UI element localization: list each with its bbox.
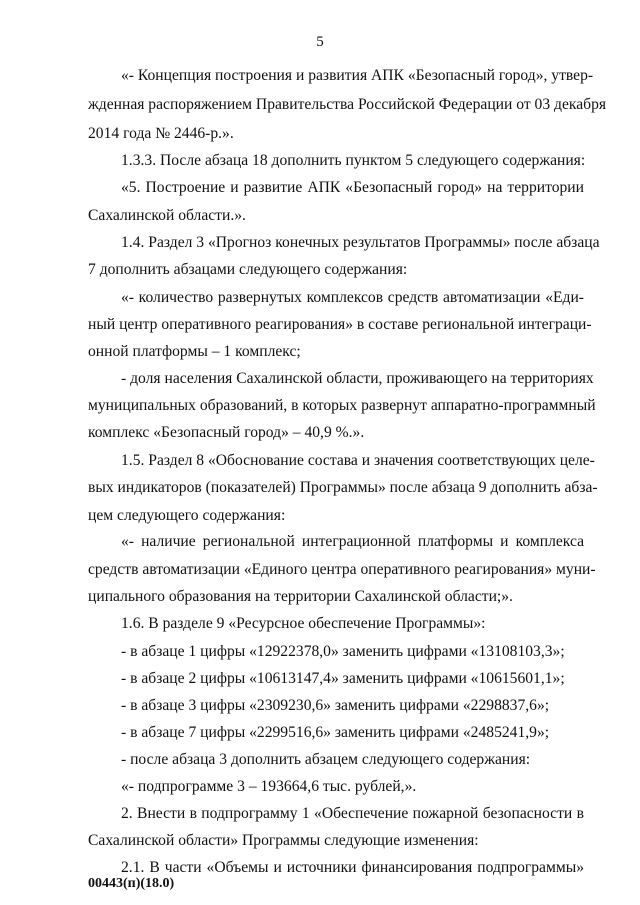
text-line: - в абзаце 2 цифры «10613147,4» заменить цифрами «10615601,1»;	[121, 670, 565, 687]
text-line: «- наличие региональной интеграционной платформы и комплекса	[121, 533, 584, 550]
text-line: ный центр оперативного реагирования» в составе региональной интеграци-	[88, 316, 592, 333]
text-line: ципального образования на территории Сахалинской области;».	[88, 588, 513, 605]
text-line: 2.1. В части «Объемы и источники финансирования подпрограммы»	[121, 859, 584, 876]
text-line: - в абзаце 3 цифры «2309230,6» заменить цифрами «2298837,6»;	[121, 697, 550, 714]
text-line: жденная распоряжением Правительства Российской Федерации от 03 декабря	[88, 96, 607, 113]
text-line: - в абзаце 1 цифры «12922378,0» заменить цифрами «13108103,3»;	[121, 643, 565, 660]
text-line: - после абзаца 3 дополнить абзацем следующего содержания:	[121, 751, 531, 768]
text-line: 1.5. Раздел 8 «Обоснование состава и значения соответствующих целе-	[121, 452, 595, 469]
text-line: «- количество развернутых комплексов средств автоматизации «Еди-	[121, 289, 584, 306]
text-line: - в абзаце 7 цифры «2299516,6» заменить цифрами «2485241,9»;	[121, 724, 550, 741]
text-line: средств автоматизации «Единого центра оперативного реагирования» муни-	[88, 561, 596, 578]
text-line: 1.4. Раздел 3 «Прогноз конечных результатов Программы» после абзаца	[121, 234, 600, 251]
text-line: онной платформы – 1 комплекс;	[88, 343, 301, 360]
text-line: 2. Внести в подпрограмму 1 «Обеспечение пожарной безопасности в	[121, 805, 584, 822]
text-line: - доля населения Сахалинской области, проживающего на территориях	[121, 370, 594, 387]
text-line: муниципальных образований, в которых развернут аппаратно-программный	[88, 397, 596, 414]
text-line: цем следующего содержания:	[88, 507, 286, 524]
text-line: 2014 года № 2446-р.».	[88, 125, 234, 142]
document-code: 00443(п)(18.0)	[88, 876, 175, 891]
text-line: 1.3.3. После абзаца 18 дополнить пунктом 5 следующего содержания:	[121, 152, 586, 169]
text-line: 1.6. В разделе 9 «Ресурсное обеспечение Программы»:	[121, 615, 486, 632]
text-line: вых индикаторов (показателей) Программы» после абзаца 9 дополнить абза-	[88, 479, 598, 496]
text-line: «- Концепция построения и развития АПК «Безопасный город», утвер-	[121, 67, 594, 84]
text-line: Сахалинской области.».	[88, 207, 246, 224]
page-number: 5	[316, 34, 324, 50]
text-line: «5. Построение и развитие АПК «Безопасный город» на территории	[121, 179, 584, 196]
text-line: 7 дополнить абзацами следующего содержания:	[88, 261, 408, 278]
text-line: «- подпрограмме 3 – 193664,6 тыс. рублей,».	[121, 778, 417, 795]
text-line: Сахалинской области» Программы следующие изменения:	[88, 832, 479, 849]
text-line: комплекс «Безопасный город» – 40,9 %.».	[88, 424, 365, 441]
